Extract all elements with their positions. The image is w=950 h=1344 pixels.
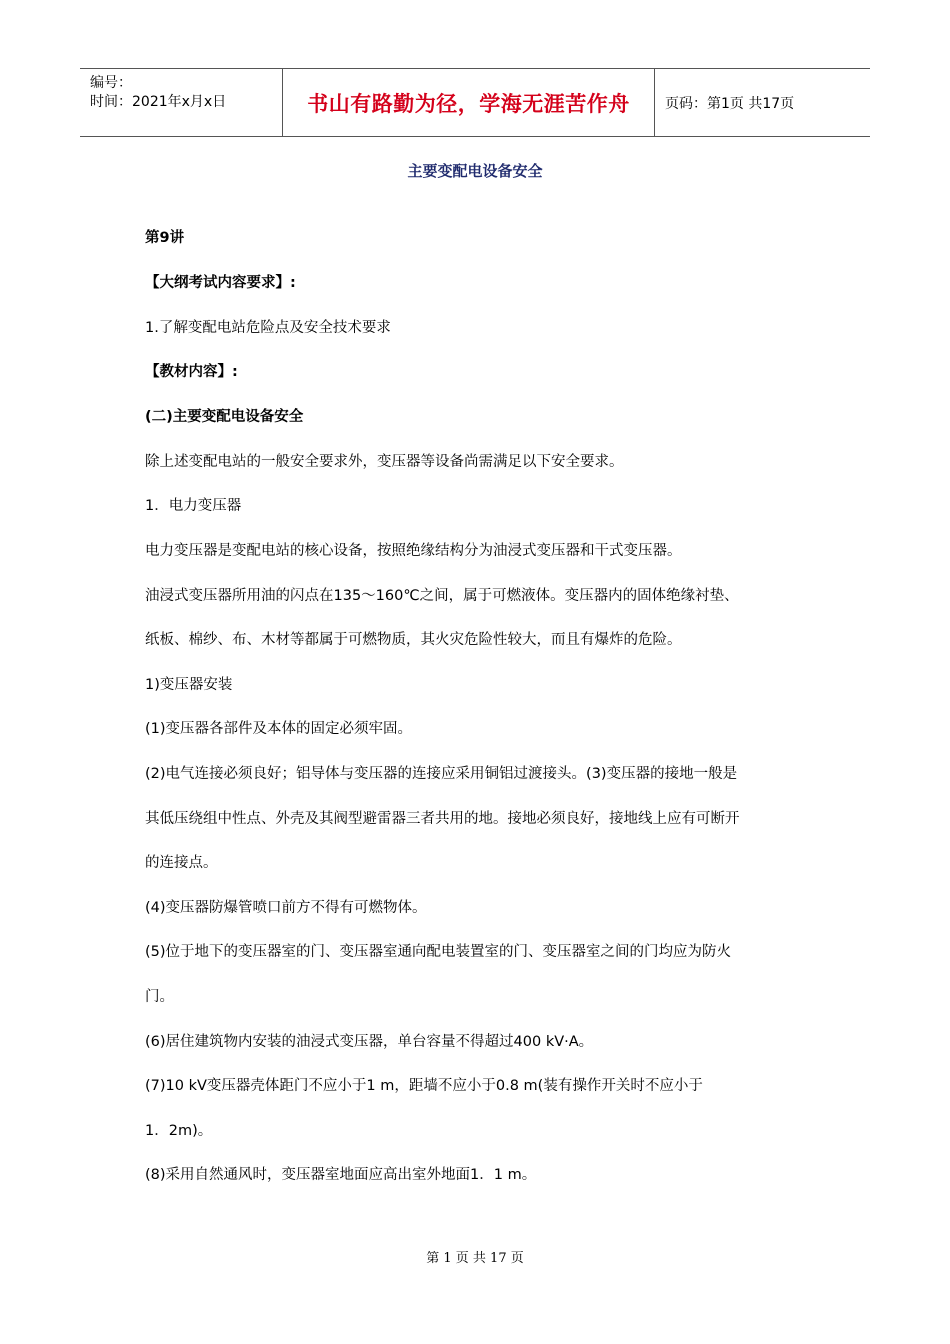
header-meta [80, 69, 282, 136]
paragraph-line: 纸板、棉纱、布、木材等都属于可燃物质，其火灾危险性较大，而且有爆炸的危险。 [145, 632, 682, 648]
header-motto: 书山有路勤为径，学海无涯苦作舟 [282, 69, 655, 136]
paragraph-line: 1)变压器安装 [145, 677, 233, 693]
paragraph-line: 除上述变配电站的一般安全要求外，变压器等设备尚需满足以下安全要求。 [145, 454, 624, 470]
header-page-info: 页码：第1页 共17页 [665, 95, 795, 112]
page-header [80, 68, 870, 137]
lecture-number: 第9讲 [145, 230, 185, 246]
paragraph-line: 其低压绕组中性点、外壳及其阀型避雷器三者共用的地。接地必须良好，接地线上应有可断开 [145, 811, 740, 827]
section-heading-requirements: 【大纲考试内容要求】: [145, 275, 296, 291]
paragraph-line: (5)位于地下的变压器室的门、变压器室通向配电装置室的门、变压器室之间的门均应为防火 [145, 944, 732, 960]
time-label: 时间：2021年x月x日 [90, 94, 227, 110]
paragraph-line: (6)居住建筑物内安装的油浸式变压器，单台容量不得超过400 kV·A。 [145, 1034, 594, 1050]
paragraph-line: (7)10 kV变压器壳体距门不应小于1 m，距墙不应小于0.8 m(装有操作开关时不应小于 [145, 1078, 703, 1094]
paragraph-line: 1．2m)。 [145, 1123, 213, 1139]
paragraph-line: 电力变压器是变配电站的核心设备，按照绝缘结构分为油浸式变压器和干式变压器。 [145, 543, 682, 559]
paragraph-line: (4)变压器防爆管喷口前方不得有可燃物体。 [145, 900, 427, 916]
paragraph-line: (1)变压器各部件及本体的固定必须牢固。 [145, 721, 413, 737]
paragraph-line: (8)采用自然通风时，变压器室地面应高出室外地面1．1 m。 [145, 1167, 537, 1183]
paragraph-line: (2)电气连接必须良好；铝导体与变压器的连接应采用铜铝过渡接头。(3)变压器的接地一般是 [145, 766, 738, 782]
section-heading-content: 【教材内容】: [145, 364, 238, 380]
paragraph-line: 1．电力变压器 [145, 498, 242, 514]
paragraph-line: 的连接点。 [145, 855, 218, 871]
paragraph-line: 门。 [145, 989, 174, 1005]
document-title: 主要变配电设备安全 [407, 162, 543, 180]
page-footer: 第 1 页 共 17 页 [426, 1251, 524, 1266]
paragraph-line: 1.了解变配电站危险点及安全技术要求 [145, 320, 391, 336]
section-heading-equipment: (二)主要变配电设备安全 [145, 409, 304, 425]
number-label: 编号： [90, 75, 132, 91]
paragraph-line: 油浸式变压器所用油的闪点在135～160℃之间，属于可燃液体。变压器内的固体绝缘衬垫、 [145, 588, 739, 604]
